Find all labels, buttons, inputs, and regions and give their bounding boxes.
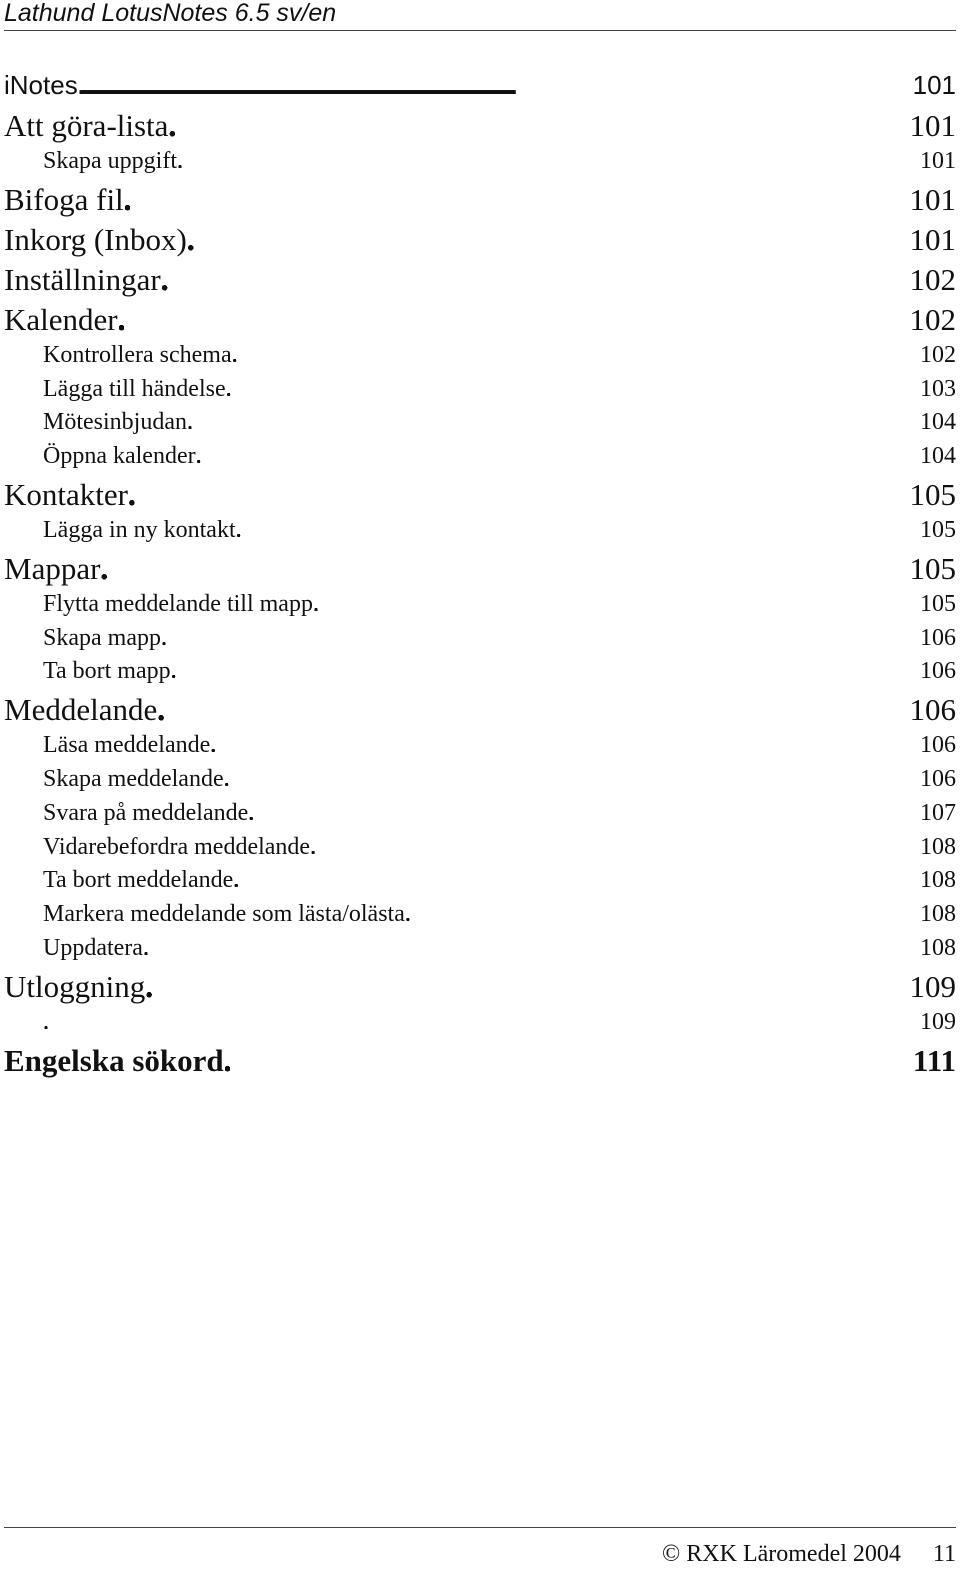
toc-subentry	[4, 834, 956, 868]
dot-leader	[224, 766, 916, 793]
toc-entry	[4, 262, 956, 302]
toc-entry-label: Vidarebefordra meddelande	[43, 833, 311, 860]
dot-leader	[100, 551, 905, 587]
toc-subentry	[4, 658, 956, 692]
toc-entry-page-number: 108	[920, 901, 956, 928]
toc-subentry	[4, 867, 956, 901]
toc-entry-page-number: 105	[909, 476, 956, 512]
toc-entry-page-number: 101	[912, 70, 956, 100]
toc-entry-label: Att göra-lista	[4, 108, 169, 143]
toc-entry-page-number: 103	[920, 375, 956, 402]
dot-leader	[196, 443, 916, 470]
toc-entry-page-number: 106	[920, 765, 956, 792]
toc-entry-page-number: 104	[920, 443, 956, 470]
toc-entry-label: Läsa meddelande	[43, 732, 211, 759]
toc-entry-label: Ta bort mapp	[43, 658, 171, 685]
toc-entry-page-number: 109	[909, 968, 956, 1004]
toc-entry-page-number: 109	[920, 1008, 956, 1035]
page-footer	[662, 1540, 956, 1568]
toc-subentry	[4, 766, 956, 800]
toc-entry-label: Uppdatera	[43, 934, 143, 961]
dot-leader	[177, 148, 916, 175]
toc-entry-label: Engelska sökord	[4, 1042, 224, 1078]
toc-subentry	[4, 517, 956, 551]
toc-entry-label: Inställningar	[4, 261, 161, 297]
toc-entry	[4, 551, 956, 591]
dot-leader	[124, 182, 906, 218]
toc-subentry	[4, 732, 956, 766]
toc-entry-page-number: 107	[920, 799, 956, 826]
toc-entry-page-number: 106	[920, 732, 956, 759]
toc-entry-label: Öppna kalender	[43, 443, 196, 470]
toc-entry	[4, 1043, 956, 1083]
toc-entry	[4, 302, 956, 342]
header-divider	[4, 30, 956, 31]
toc-subentry	[4, 376, 956, 410]
toc-entry-label: Lägga till händelse	[43, 375, 226, 402]
toc-entry-label: Flytta meddelande till mapp	[43, 590, 313, 617]
toc-entry-page-number: 104	[920, 409, 956, 436]
toc-subentry	[4, 800, 956, 834]
toc-entry	[4, 108, 956, 148]
toc-entry-label: Kontakter	[4, 476, 128, 512]
toc-subentry	[4, 342, 956, 376]
toc-entry-page-number: 106	[909, 692, 956, 728]
toc-entry-label: Svara på meddelande	[43, 799, 249, 826]
toc-entry-page-number: 101	[909, 181, 956, 217]
toc-entry-page-number: 105	[920, 590, 956, 617]
dot-leader	[405, 901, 916, 928]
toc-entry-label: Kalender	[4, 301, 118, 337]
toc-entry	[4, 477, 956, 517]
toc-entry-page-number: 102	[920, 341, 956, 368]
dot-leader	[313, 591, 916, 618]
dot-leader	[157, 692, 905, 728]
toc-entry-page-number: 106	[920, 624, 956, 651]
dot-leader	[168, 108, 905, 144]
dot-leader	[236, 517, 916, 544]
footer-divider	[4, 1527, 956, 1528]
toc-entry-label: iNotes	[4, 70, 78, 100]
toc-subentry	[4, 409, 956, 443]
toc-entry-label: Utloggning	[4, 968, 146, 1004]
dot-leader	[248, 800, 916, 827]
dot-leader	[145, 969, 905, 1005]
toc-entry-label: Skapa uppgift	[43, 148, 177, 174]
toc-entry-page-number: 101	[909, 221, 956, 257]
dot-leader	[128, 477, 906, 513]
dot-leader	[143, 935, 916, 962]
toc-entry	[4, 222, 956, 262]
toc-entry-label: Meddelande	[4, 692, 158, 728]
toc-entry-label: Lägga in ny kontakt	[43, 516, 236, 543]
toc-entry-page-number: 108	[920, 867, 956, 894]
dot-leader	[43, 1009, 916, 1036]
toc-subentry	[4, 591, 956, 625]
dot-leader	[187, 409, 916, 436]
dot-leader	[161, 262, 906, 298]
toc-subentry	[4, 935, 956, 969]
toc-entry-page-number: 105	[909, 550, 956, 586]
dot-leader	[232, 342, 916, 369]
toc-entry-label: Bifoga fil	[4, 181, 124, 217]
toc-entry-label: Skapa meddelande	[43, 765, 224, 792]
toc-entry-label: Kontrollera schema	[43, 341, 232, 368]
toc-entry-page-number: 101	[909, 108, 956, 143]
footer-page-number: 11	[932, 1541, 956, 1567]
toc-entry-page-number: 105	[920, 516, 956, 543]
toc-entry-page-number: 102	[909, 301, 956, 337]
dot-leader	[171, 658, 916, 685]
dot-leader	[233, 867, 916, 894]
toc-entry	[4, 182, 956, 222]
toc-entry-page-number: 108	[920, 833, 956, 860]
toc-entry-page-number: 102	[909, 261, 956, 297]
toc-subentry	[4, 625, 956, 659]
dot-leader	[118, 302, 906, 338]
toc-entry-page-number: 108	[920, 934, 956, 961]
table-of-contents	[4, 70, 956, 1083]
dot-leader	[161, 625, 916, 652]
toc-subentry	[4, 443, 956, 477]
toc-entry	[4, 692, 956, 732]
dot-leader	[310, 834, 916, 861]
toc-entry-page-number: 111	[912, 1042, 956, 1078]
dot-leader	[187, 222, 906, 258]
dot-leader	[224, 1043, 909, 1079]
toc-entry-label: Ta bort meddelande	[43, 867, 234, 894]
dot-leader	[226, 376, 916, 403]
toc-subentry	[4, 148, 956, 182]
toc-entry-page-number: 101	[920, 148, 956, 174]
toc-subentry	[4, 1009, 956, 1043]
toc-entry-label: Inkorg (Inbox)	[4, 221, 187, 257]
toc-entry-label: Mötesinbjudan	[43, 409, 187, 436]
dot-leader	[78, 70, 909, 101]
toc-entry-page-number: 106	[920, 658, 956, 685]
toc-entry-label: Mappar	[4, 550, 101, 586]
toc-subentry	[4, 901, 956, 935]
page-header-title: Lathund LotusNotes 6.5 sv/en	[4, 0, 337, 27]
toc-entry	[4, 969, 956, 1009]
footer-copyright: © RXK Läromedel 2004	[662, 1541, 901, 1567]
toc-entry-label: Skapa mapp	[43, 624, 161, 651]
toc-entry	[4, 70, 956, 108]
dot-leader	[210, 732, 916, 759]
toc-entry-label: Markera meddelande som lästa/olästa	[43, 901, 405, 928]
